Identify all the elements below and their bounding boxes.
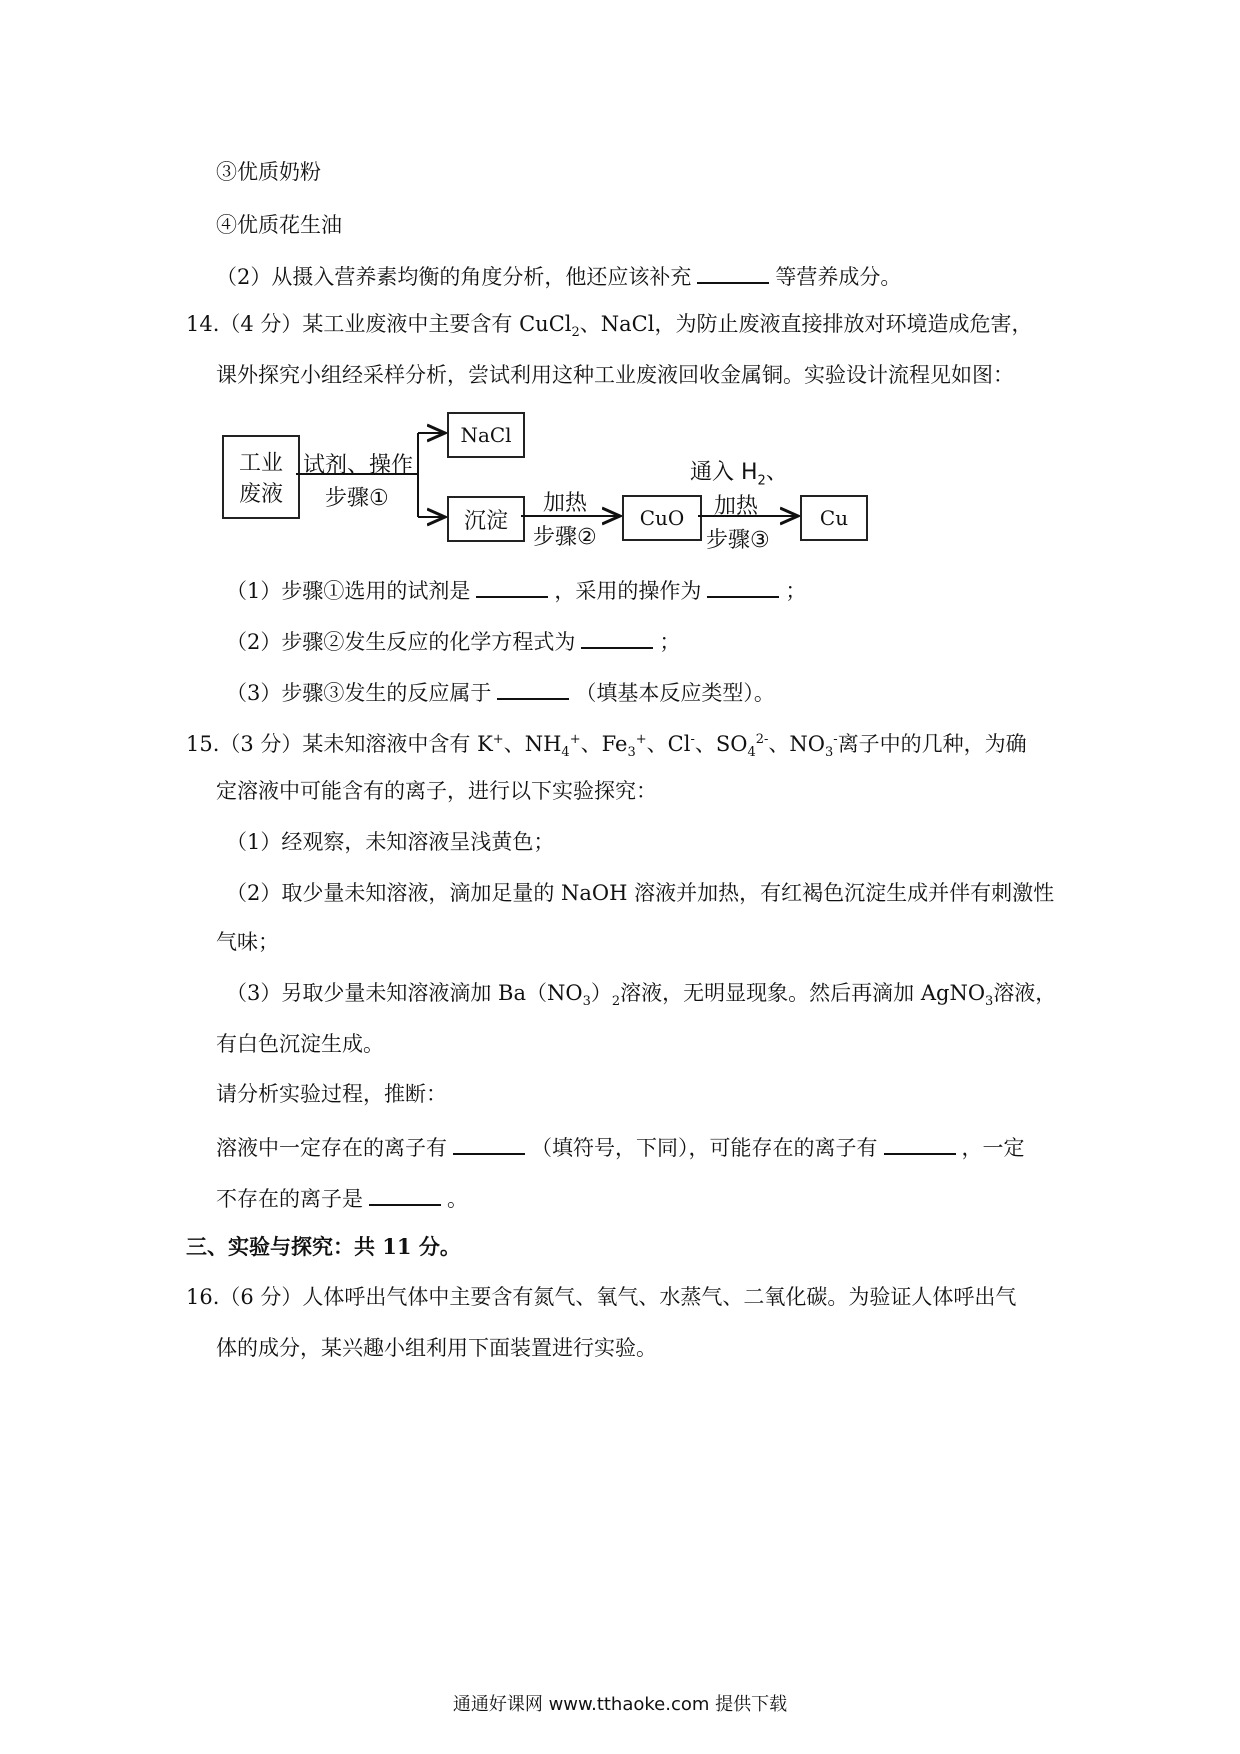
step3-label: 步骤③ bbox=[706, 528, 770, 553]
answer-blank[interactable] bbox=[707, 574, 779, 598]
q15-3a: （3）另取少量未知溶液滴加 $Ba(NO_3)_2$溶液，无明显现象。然后再滴加 AgNO$_3$溶液， bbox=[226, 981, 1057, 1010]
answer-blank[interactable] bbox=[581, 625, 653, 649]
q15-analysis: 请分析实验过程，推断： bbox=[216, 1082, 447, 1106]
heat2-label: 加热 bbox=[714, 494, 759, 519]
item-3: ③优质奶粉 bbox=[216, 160, 321, 184]
step2-label: 步骤② bbox=[533, 525, 597, 550]
answer-blank[interactable] bbox=[884, 1131, 956, 1155]
waste-liquid-box: 工业 废液 bbox=[222, 435, 300, 519]
answer-blank[interactable] bbox=[369, 1182, 441, 1206]
cuo-box: CuO bbox=[622, 495, 702, 541]
answer-blank[interactable] bbox=[697, 260, 769, 284]
step1-label-bottom: 步骤① bbox=[325, 486, 389, 511]
answer-blank[interactable] bbox=[453, 1131, 525, 1155]
q15-result-2: 不存在的离子是 。 bbox=[216, 1182, 468, 1213]
q15-stem-2: 定溶液中可能含有的离子，进行以下实验探究： bbox=[216, 779, 657, 803]
q15-2a: （2）取少量未知溶液，滴加足量的 NaOH 溶液并加热，有红褐色沉淀生成并伴有刺激性 bbox=[226, 881, 1055, 905]
q16-stem-1: 16.（6 分）人体呼出气体中主要含有氮气、氧气、水蒸气、二氧化碳。为验证人体呼出气 bbox=[186, 1285, 1017, 1309]
q15-2b: 气味； bbox=[216, 930, 279, 954]
section-3-heading: 三、实验与探究：共 11 分。 bbox=[186, 1234, 461, 1259]
q13-2: （2）从摄入营养素均衡的角度分析，他还应该补充 等营养成分。 bbox=[216, 260, 901, 291]
footer-credit: 通通好课网 www.tthaoke.com 提供下载 bbox=[452, 1694, 788, 1715]
answer-blank[interactable] bbox=[476, 574, 548, 598]
q14-stem-1: 14.（4 分）某工业废液中主要含有 CuCl$_2$、NaCl，为防止废液直接排放对环境造成危害， bbox=[186, 312, 1033, 341]
nacl-box: NaCl bbox=[447, 412, 525, 458]
precipitate-box: 沉淀 bbox=[447, 496, 525, 542]
q14-3: （3）步骤③发生的反应属于 （填基本反应类型）。 bbox=[226, 676, 775, 707]
q14-2: （2）步骤②发生反应的化学方程式为 ； bbox=[226, 625, 680, 656]
h2-label: 通入 $H_2$、 bbox=[690, 460, 788, 489]
q15-1: （1）经观察，未知溶液呈浅黄色； bbox=[226, 830, 555, 854]
q15-3b: 有白色沉淀生成。 bbox=[216, 1032, 384, 1056]
q14-stem-2: 课外探究小组经采样分析，尝试利用这种工业废液回收金属铜。实验设计流程见如图： bbox=[216, 363, 1014, 387]
step1-label-top: 试剂、操作 bbox=[303, 453, 414, 478]
answer-blank[interactable] bbox=[497, 676, 569, 700]
q15-stem-1: 15.（3 分）某未知溶液中含有 K+、$NH_4^+$、$Fe_3^+$、Cl-、$SO_4^{2-}$、$NO_3^-$离子中的几种，为确 bbox=[186, 732, 1027, 761]
q16-stem-2: 体的成分，某兴趣小组利用下面装置进行实验。 bbox=[216, 1336, 657, 1360]
item-4: ④优质花生油 bbox=[216, 213, 342, 237]
heat-label: 加热 bbox=[543, 491, 588, 516]
q15-result-1: 溶液中一定存在的离子有 （填符号，下同），可能存在的离子有 ，一定 bbox=[216, 1131, 1025, 1162]
q14-1: （1）步骤①选用的试剂是 ，采用的操作为 ； bbox=[226, 574, 806, 605]
cu-box: Cu bbox=[800, 495, 868, 541]
